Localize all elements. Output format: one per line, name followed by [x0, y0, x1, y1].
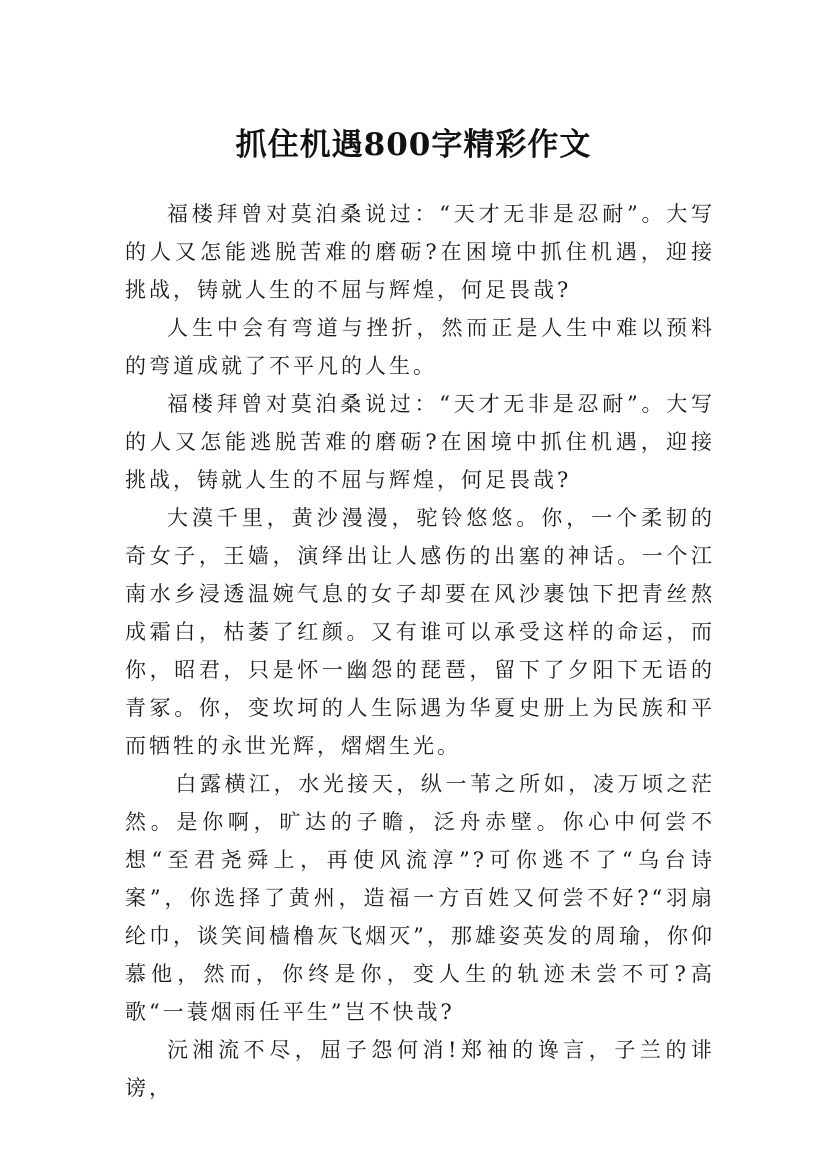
paragraph-5: 白露横江，水光接天，纵一苇之所如，凌万顷之茫然。是你啊，旷达的子瞻，泛舟赤壁。你心中何尝不想“至君尧舜上，再使风流淳”?可你逃不了“乌台诗案”，你选择了黄州，造福一方百姓又何尝不好?“羽扇纶巾，谈笑间樯橹灰飞烟灭”，那雄姿英发的周瑜，你仰慕他，然而，你终是你，变人生的轨迹未尝不可?高歌“一蓑烟雨任平生”岂不快哉? — [125, 772, 715, 1024]
paragraph-6: 沅湘流不尽，屈子怨何消!郑袖的谗言，子兰的诽谤， — [125, 1038, 715, 1100]
paragraph-1: 福楼拜曾对莫泊桑说过：“天才无非是忍耐”。大写的人又怎能逃脱苦难的磨砺?在困境中抓住机遇，迎接挑战，铸就人生的不屈与辉煌，何足畏哉? — [125, 202, 715, 302]
paragraph-2: 人生中会有弯道与挫折，然而正是人生中难以预料的弯道成就了不平凡的人生。 — [125, 316, 715, 378]
document-title: 抓住机遇800字精彩作文 — [235, 126, 592, 163]
paragraph-4: 大漠千里，黄沙漫漫，驼铃悠悠。你，一个柔韧的奇女子，王嫱，演绎出让人感伤的出塞的神话。一个江南水乡浸透温婉气息的女子却要在风沙裹蚀下把青丝熬成霜白，枯萎了红颜。又有谁可以承受这样的命运，而你，昭君，只是怀一幽怨的琵琶，留下了夕阳下无语的青冢。你，变坎坷的人生际遇为华夏史册上为民族和平而牺牲的永世光辉，熠熠生光。 — [125, 506, 715, 758]
document-body — [125, 195, 715, 1107]
paragraph-3: 福楼拜曾对莫泊桑说过：“天才无非是忍耐”。大写的人又怎能逃脱苦难的磨砺?在困境中抓住机遇，迎接挑战，铸就人生的不屈与辉煌，何足畏哉? — [125, 392, 715, 492]
